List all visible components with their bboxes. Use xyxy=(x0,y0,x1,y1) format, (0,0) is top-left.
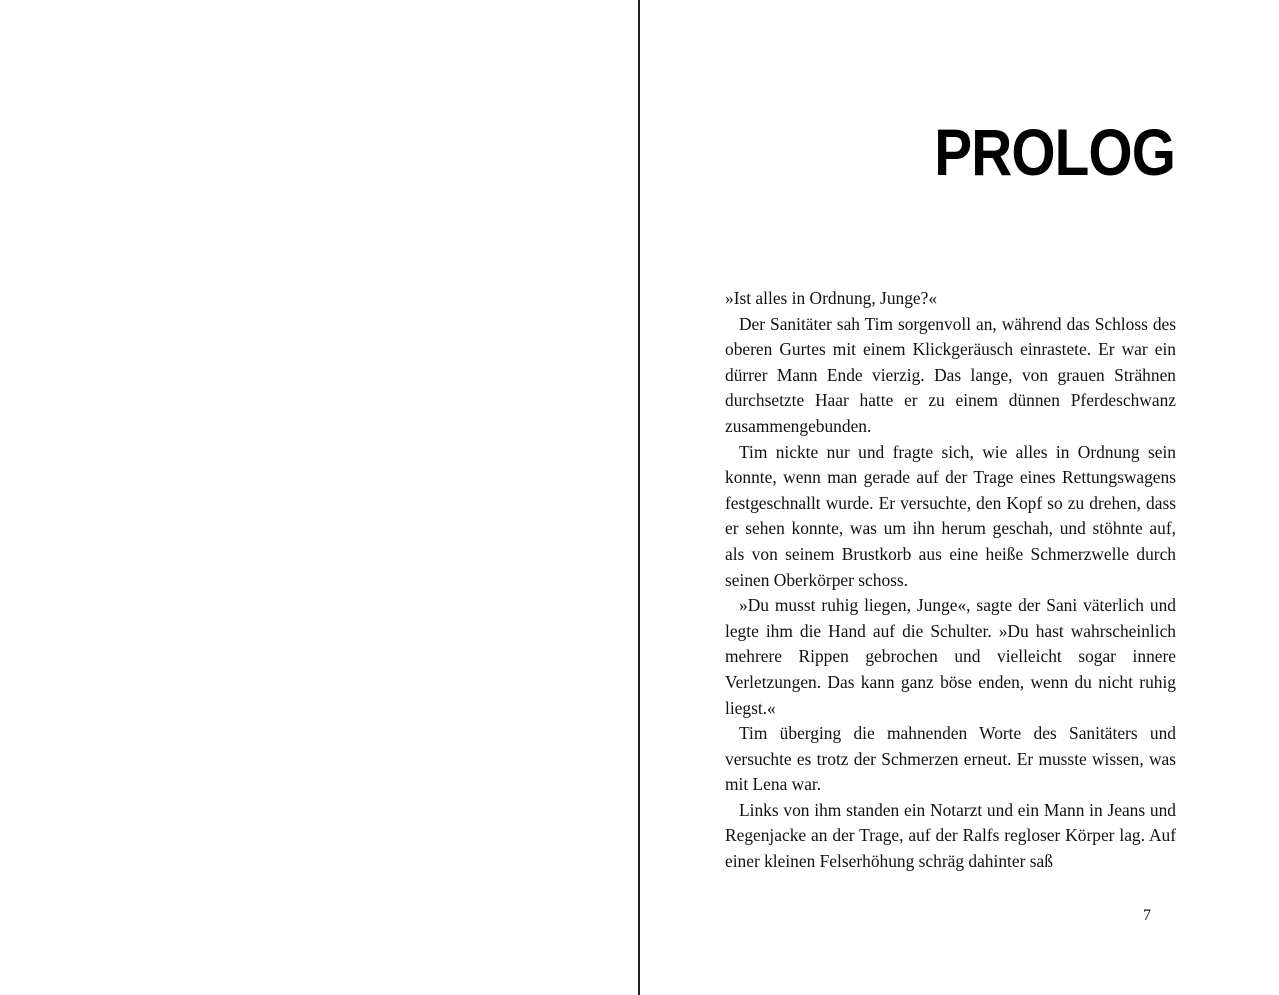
left-page-blank xyxy=(0,0,638,995)
chapter-body xyxy=(725,286,1176,875)
chapter-title: PROLOG xyxy=(934,115,1175,189)
paragraph-2: Der Sanitäter sah Tim sorgenvoll an, während das Schloss des oberen Gurtes mit einem Klickgeräusch einrastete. Er war ein dürrer Mann Ende vierzig. Das lange, von grauen Strähnen durchsetzte Haar hatte er zu einem dünnen Pferdeschwanz zusammengebunden. xyxy=(725,313,1176,436)
paragraph-6: Links von ihm standen ein Notarzt und ein Mann in Jeans und Regenjacke an der Trage, auf der Ralfs regloser Körper lag. Auf einer kleinen Felserhöhung schräg dahinter saß xyxy=(725,799,1176,872)
right-page xyxy=(640,0,1279,995)
paragraph-4: »Du musst ruhig liegen, Junge«, sagte der Sani väterlich und legte ihm die Hand auf die Schulter. »Du hast wahrscheinlich mehrere Rippen gebrochen und vielleicht sogar innere Verletzungen. Das kann ganz böse enden, wenn du nicht ruhig liegst.« xyxy=(725,595,1176,718)
page-number: 7 xyxy=(1143,907,1151,924)
paragraph-1: »Ist alles in Ordnung, Junge?« xyxy=(725,288,938,308)
paragraph-3: Tim nickte nur und fragte sich, wie alles in Ordnung sein konnte, wenn man gerade auf der Trage eines Rettungswagens festgeschnallt wurde. Er versuchte, den Kopf so zu drehen, dass er sehen konnte, was um ihn herum geschah, und stöhnte auf, als von seinem Brustkorb aus eine heiße Schmerzwelle durch seinen Oberkörper schoss. xyxy=(725,441,1176,590)
paragraph-5: Tim überging die mahnenden Worte des Sanitäters und versuchte es trotz der Schmerzen erneut. Er musste wissen, was mit Lena war. xyxy=(725,723,1176,795)
